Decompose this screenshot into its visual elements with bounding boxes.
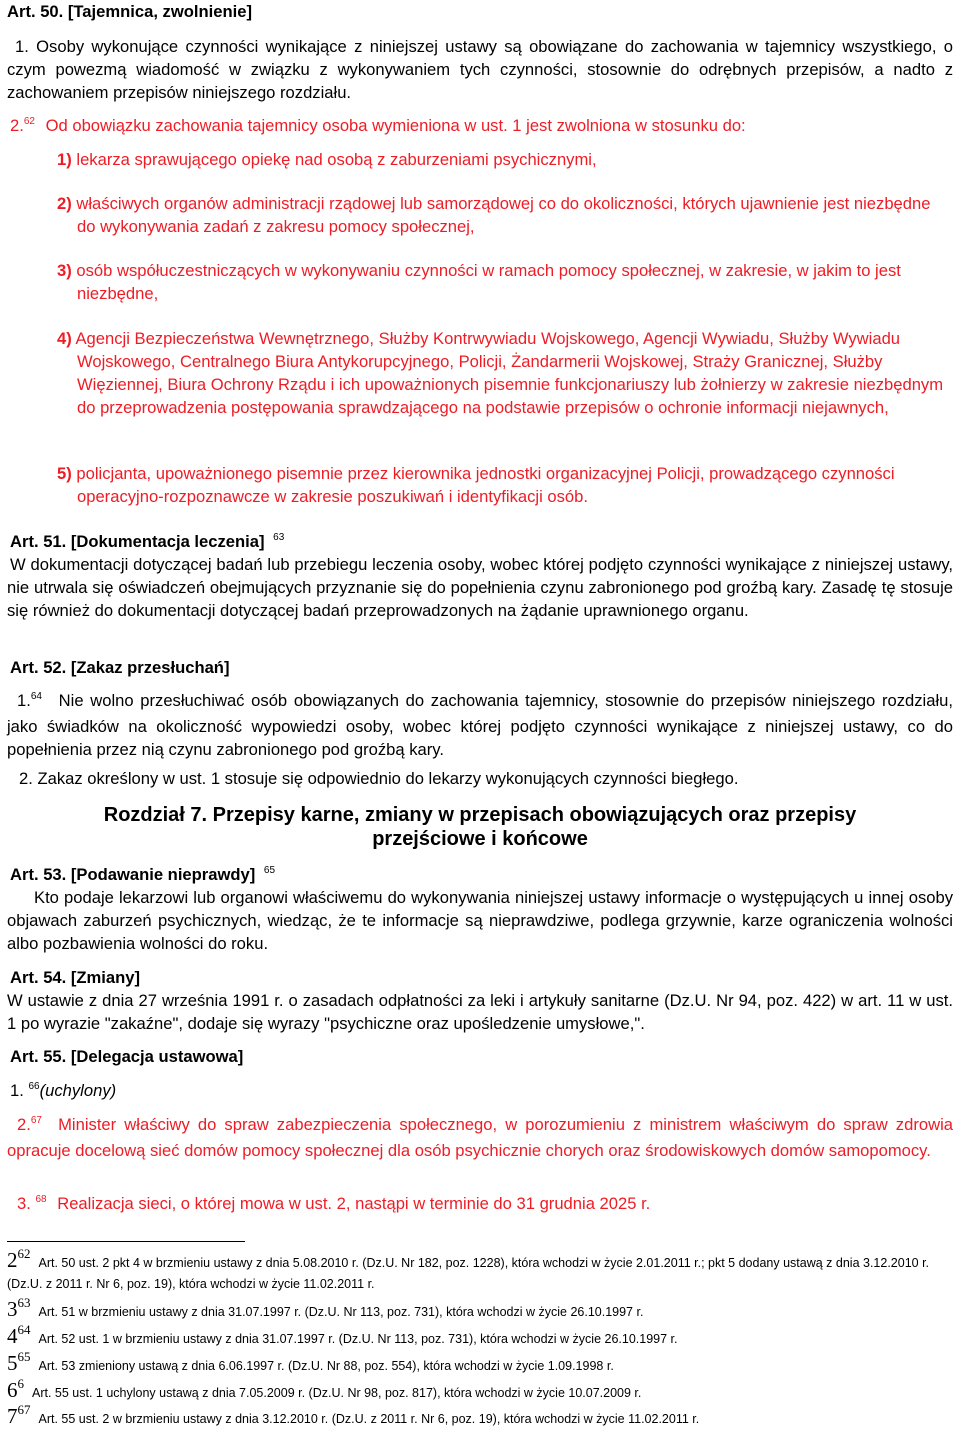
list-item-number: 1) bbox=[57, 150, 72, 169]
list-item bbox=[7, 462, 953, 508]
art-54-heading: Art. 54. [Zmiany] bbox=[10, 968, 141, 987]
art-52-p1-text: Nie wolno przesłuchiwać osób obowiązanych do zachowania tajemnicy, stosownie do przepisów niniejszego rozdziału, jako świadków na okoliczność wypowiedzi osoby, wobec której podjęto czynności wynikające z niniejszej ustawy, co do popełnienia przez nią czynu zabronionego pod groźbą kary. bbox=[7, 691, 953, 759]
art-52-p1-number: 1. bbox=[17, 691, 31, 710]
list-item-number: 3) bbox=[57, 261, 72, 280]
footnote-number: 7 bbox=[7, 1404, 18, 1428]
art-51-text: W dokumentacji dotyczącej badań lub przebiegu leczenia osoby, wobec której podjęto czynności wynikające z niniejszej ustawy, nie utrwala się oświadczeń obejmujących przyznanie się do popełnienia czynu zabronionego pod groźbą kary. Zasadę tę stosuje się również do dokumentacji dotyczącej badań przeprowadzonych na żądanie uprawnionego organu. bbox=[7, 555, 953, 620]
footnote-separator bbox=[7, 1241, 245, 1242]
list-item-number: 4) bbox=[57, 329, 72, 348]
footnote-sup: 67 bbox=[17, 1402, 31, 1417]
footnote-text: Art. 55 ust. 2 w brzmieniu ustawy z dnia 3.12.2010 r. (Dz.U. z 2011 r. Nr 6, poz. 19), która wchodzi w życie 11.02.2011 r. bbox=[38, 1412, 700, 1426]
art-53-text: Kto podaje lekarzowi lub organowi właściwemu do wykonywania niniejszej ustawy informacje o występujących u innej osoby objawach zaburzeń psychicznych, wiedząc, że te informacje są nieprawdziwe, podlega grzywnie, karze ograniczenia wolności albo pozbawienia wolności do roku. bbox=[7, 888, 953, 953]
art-51-heading-text: Art. 51. [Dokumentacja leczenia] bbox=[10, 532, 265, 551]
list-item bbox=[7, 327, 953, 419]
footnote-number: 3 bbox=[7, 1297, 18, 1321]
footnote bbox=[7, 1322, 953, 1350]
footnote bbox=[7, 1349, 953, 1377]
footnote-text: Art. 53 zmieniony ustawą z dnia 6.06.1997 r. (Dz.U. Nr 88, poz. 554), która wchodzi w życie 1.09.1998 r. bbox=[38, 1359, 614, 1373]
list-item-text: osób współuczestniczących w wykonywaniu czynności w ramach pomocy społecznej, w zakresie, w jakim to jest niezbędne, bbox=[76, 261, 901, 303]
footnote bbox=[7, 1246, 953, 1295]
footnote-sup: 63 bbox=[17, 1295, 31, 1310]
footnote bbox=[7, 1295, 953, 1323]
footnote-number: 6 bbox=[7, 1378, 18, 1402]
footnote-ref-68[interactable]: 68 bbox=[35, 1194, 47, 1205]
footnote-ref-66[interactable]: 66 bbox=[28, 1081, 40, 1092]
footnote-sup: 6 bbox=[17, 1376, 24, 1391]
art-55-p3-number: 3. bbox=[17, 1194, 31, 1213]
art-55-heading: Art. 55. [Delegacja ustawowa] bbox=[10, 1047, 244, 1066]
list-item bbox=[7, 192, 953, 238]
art-50-paragraph-2 bbox=[7, 114, 953, 140]
art-50-p2-text: Od obowiązku zachowania tajemnicy osoba wymieniona w ust. 1 jest zwolniona w stosunku do: bbox=[45, 116, 746, 135]
art-55-p3-text: Realizacja sieci, o której mowa w ust. 2, nastąpi w terminie do 31 grudnia 2025 r. bbox=[57, 1194, 651, 1213]
art-52-paragraph-1 bbox=[7, 689, 953, 761]
footnote-ref-64[interactable]: 64 bbox=[30, 691, 42, 702]
list-item-text: właściwych organów administracji rządowej lub samorządowej co do okoliczności, których ujawnienie jest niezbędne do wykonywania zadań z zakresu pomocy społecznej, bbox=[76, 194, 931, 236]
footnote-number: 5 bbox=[7, 1351, 18, 1375]
list-item bbox=[7, 148, 953, 171]
art-53-heading bbox=[10, 863, 953, 886]
footnote-sup: 62 bbox=[17, 1246, 31, 1261]
footnote bbox=[7, 1402, 953, 1430]
list-item-number: 5) bbox=[57, 464, 72, 483]
art-55-p2-text: Minister właściwy do spraw zabezpieczenia społecznego, w porozumieniu z ministrem właściwym do spraw zdrowia opracuje docelową sieć domów pomocy społecznej dla osób psychicznie chorych oraz środowiskowych domów samopomocy. bbox=[7, 1115, 953, 1160]
art-53-heading-text: Art. 53. [Podawanie nieprawdy] bbox=[10, 865, 256, 884]
list-item-text: lekarza sprawującego opiekę nad osobą z zaburzeniami psychicznymi, bbox=[76, 150, 597, 169]
art-55-paragraph-2 bbox=[7, 1113, 953, 1162]
footnote-sup: 64 bbox=[17, 1322, 31, 1337]
chapter-title bbox=[7, 803, 953, 851]
footnote-number: 4 bbox=[7, 1324, 18, 1348]
footnote-sup: 65 bbox=[17, 1349, 31, 1364]
list-item-text: policjanta, upoważnionego pisemnie przez kierownika jednostki organizacyjnej Policji, prowadzącego czynności operacyjno-rozpoznawcze w zakresie poszukiwań i identyfikacji osób. bbox=[76, 464, 895, 506]
list-item-number: 2) bbox=[57, 194, 72, 213]
footnote-text: Art. 50 ust. 2 pkt 4 w brzmieniu ustawy z dnia 5.08.2010 r. (Dz.U. Nr 182, poz. 1228), która wchodzi w życie 2.01.2011 r.; pkt 5 dodany ustawą z dnia 3.12.2010 r. (Dz.U. z 2011 r. Nr 6, poz. 19), która wchodzi w życie 11.02.2011 r. bbox=[7, 1256, 930, 1291]
art-50-p2-number: 2. bbox=[10, 116, 24, 135]
footnote-ref-65[interactable]: 65 bbox=[263, 865, 276, 876]
art-55-paragraph-1 bbox=[7, 1079, 953, 1105]
art-54-text: W ustawie z dnia 27 września 1991 r. o zasadach odpłatności za leki i artykuły sanitarne (Dz.U. Nr 94, poz. 422) w art. 11 w ust. 1 po wyrazie "zakaźne", dodaje się wyrazy "psychiczne oraz upośledzenie umysłowe,". bbox=[7, 991, 953, 1033]
footnote-text: Art. 52 ust. 1 w brzmieniu ustawy z dnia 31.07.1997 r. (Dz.U. Nr 113, poz. 731), która wchodzi w życie 26.10.1997 r. bbox=[38, 1332, 678, 1346]
art-51-heading bbox=[10, 530, 953, 553]
chapter-title-line-2: przejściowe i końcowe bbox=[372, 828, 588, 850]
art-55-p2-number: 2. bbox=[17, 1115, 31, 1134]
footnote bbox=[7, 1376, 953, 1404]
art-52-heading: Art. 52. [Zakaz przesłuchań] bbox=[10, 658, 230, 677]
art-52-paragraph-2: 2. Zakaz określony w ust. 1 stosuje się odpowiednio do lekarzy wykonujących czynności biegłego. bbox=[19, 769, 739, 788]
art-50-paragraph-1: 1. Osoby wykonujące czynności wynikające z niniejszej ustawy są obowiązane do zachowania w tajemnicy wszystkiego, o czym powezmą wiadomość w związku z wykonywaniem tych czynności, stosownie do odrębnych przepisów, a nadto z zachowaniem przepisów niniejszego rozdziału. bbox=[7, 37, 953, 102]
footnote-ref-67[interactable]: 67 bbox=[30, 1115, 42, 1126]
footnote-ref-62[interactable]: 62 bbox=[23, 116, 35, 127]
list-item-text: Agencji Bezpieczeństwa Wewnętrznego, Służby Kontrwywiadu Wojskowego, Agencji Wywiadu, Służby Wywiadu Wojskowego, Centralnego Biura Antykorupcyjnego, Policji, Żandarmerii Wojskowej, Straży Granicznej, Służby Więziennej, Biura Ochrony Rządu i ich upoważnionych pisemnie funkcjonariuszy lub żołnierzy w zakresie niezbędnym do przeprowadzenia postępowania sprawdzającego na podstawie przepisów o ochronie informacji niejawnych, bbox=[75, 329, 944, 417]
footnote-text: Art. 55 ust. 1 uchylony ustawą z dnia 7.05.2009 r. (Dz.U. Nr 98, poz. 817), która wchodzi w życie 10.07.2009 r. bbox=[32, 1386, 642, 1400]
art-55-p1-number: 1. bbox=[10, 1081, 24, 1100]
footnote-text: Art. 51 w brzmieniu ustawy z dnia 31.07.1997 r. (Dz.U. Nr 113, poz. 731), która wchodzi w życie 26.10.1997 r. bbox=[38, 1305, 644, 1319]
art-50-heading: Art. 50. [Tajemnica, zwolnienie] bbox=[7, 2, 252, 21]
footnote-ref-63[interactable]: 63 bbox=[273, 532, 285, 543]
chapter-title-line-1: Rozdział 7. Przepisy karne, zmiany w przepisach obowiązujących oraz przepisy bbox=[103, 804, 857, 826]
footnote-number: 2 bbox=[7, 1248, 18, 1272]
art-55-p1-text: (uchylony) bbox=[39, 1081, 117, 1100]
art-55-paragraph-3 bbox=[7, 1192, 953, 1218]
list-item bbox=[7, 259, 953, 305]
